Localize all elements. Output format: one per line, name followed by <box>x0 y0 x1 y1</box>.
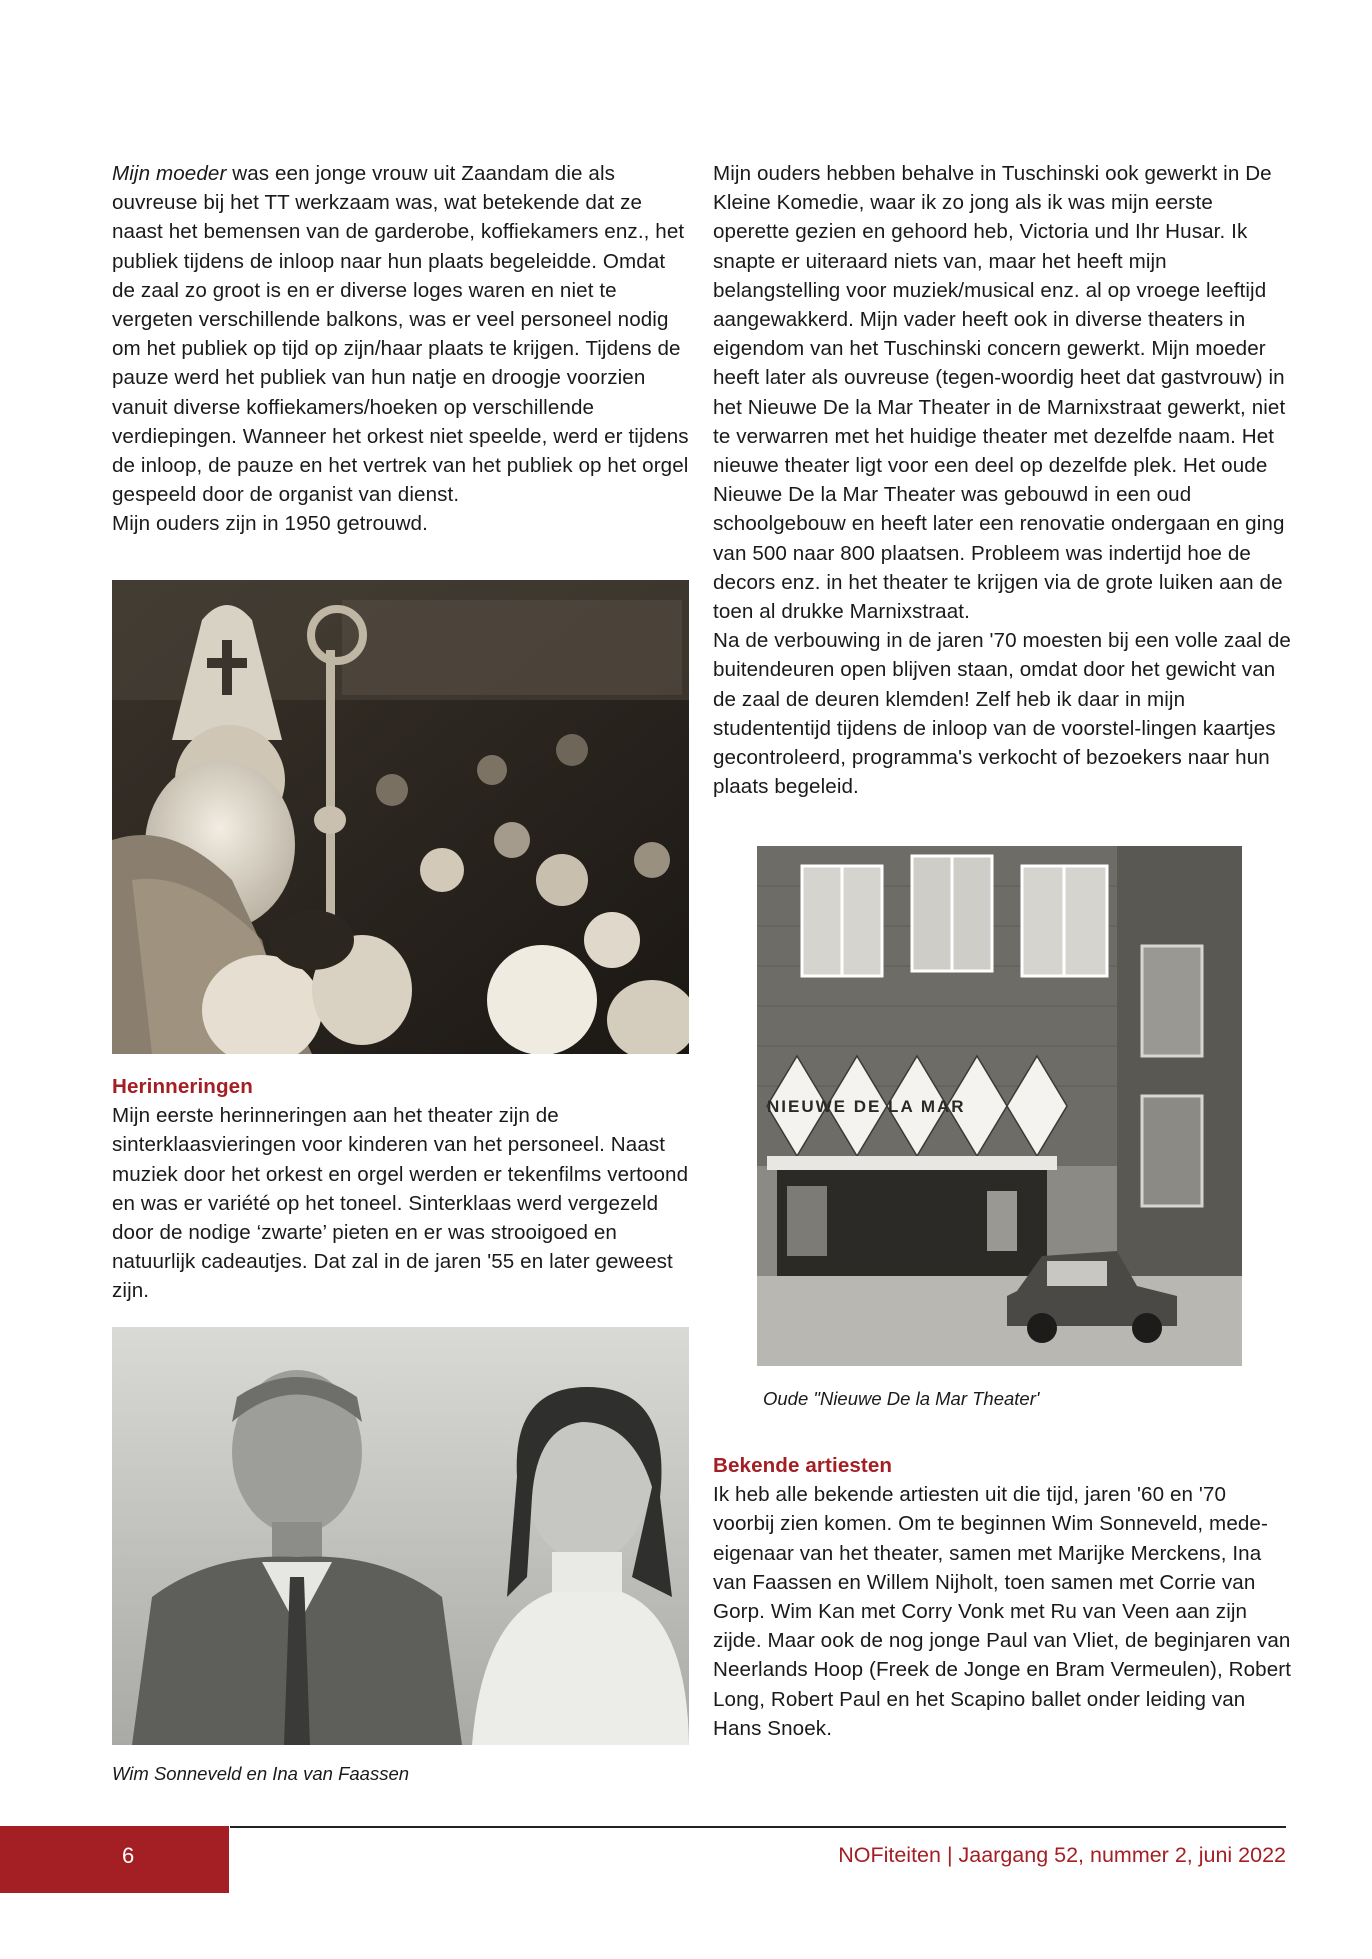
herinneringen-paragraph: Mijn eerste herinneringen aan het theater zijn de sinterklaasvieringen voor kinderen van het personeel. Naast muziek door het orkest en orgel werden er tekenfilms vertoond en was er variété op het toneel. Sinterklaas werd vergezeld door de nodige ‘zwarte’ pieten en er was strooigoed en natuurlijk cadeautjes. Dat zal in de jaren '55 en later geweest zijn. <box>112 1104 689 1303</box>
kleine-komedie-paragraph: Mijn ouders hebben behalve in Tuschinski ook gewerkt in De Kleine Komedie, waar ik zo jong als ik was mijn eerste operette gezien en gehoord heb, Victoria und Ihr Husar. Ik snapte er uiteraard niets van, maar het heeft mijn belangstelling voor muziek/musical enz. al op vroege leeftijd aangewakkerd. Mijn vader heeft ook in diverse theaters in eigendom van het Tuschinski concern gewerkt. Mijn moeder heeft later als ouvreuse (tegen-woordig heet dat gastvrouw) in het Nieuwe De la Mar Theater in de Marnixstraat gewerkt, niet te verwarren met het huidige theater met dezelfde naam. Het nieuwe theater ligt voor een deel op dezelfde plek. Het oude Nieuwe De la Mar Theater was gebouwd in een oud schoolgebouw en heeft later een renovatie ondergaan en ging van 500 naar 800 plaatsen. Probleem was indertijd hoe de decors enz. in het theater te krijgen via de grote luiken aan de toen al drukke Marnixstraat. <box>713 162 1286 624</box>
left-column-intro <box>112 159 692 539</box>
bekende-artiesten-section <box>713 1451 1293 1743</box>
publication-info: NOFiteiten | Jaargang 52, nummer 2, juni 2022 <box>838 1843 1286 1867</box>
theater-sign-text: NIEUWE DE LA MAR <box>767 1097 966 1116</box>
theater-photo <box>757 846 1242 1366</box>
right-column-text <box>713 159 1293 801</box>
sinterklaas-photo <box>112 580 689 1054</box>
theater-caption: Oude "Nieuwe De la Mar Theater' <box>763 1388 1040 1409</box>
page-number: 6 <box>122 1843 135 1868</box>
marriage-paragraph: Mijn ouders zijn in 1950 getrouwd. <box>112 512 428 536</box>
herinneringen-heading: Herinneringen <box>112 1075 253 1098</box>
footer-accent-block <box>0 1826 229 1893</box>
herinneringen-section <box>112 1072 692 1306</box>
intro-rest: was een jonge vrouw uit Zaandam die als ouvreuse bij het TT werkzaam was, wat betekende dat ze naast het bemensen van de garderobe, koffiekamers enz., het publiek tijdens de inloop naar hun plaats begeleidde. Omdat de zaal zo groot is en er diverse loges waren en niet te vergeten verschillende balkons, was er veel personeel nodig om het publiek op tijd op zijn/haar plaats te krijgen. Tijdens de pauze werd het publiek van hun natje en droogje voorzien vanuit diverse koffiekamers/hoeken op verschillende verdiepingen. Wanneer het orkest niet speelde, werd er tijdens de inloop, de pauze en het vertrek van het publiek op het orgel gespeeld door de organist van dienst. <box>112 162 689 507</box>
portrait-photo <box>112 1327 689 1745</box>
footer-divider <box>230 1826 1286 1828</box>
bekende-artiesten-heading: Bekende artiesten <box>713 1454 893 1477</box>
intro-paragraph <box>112 159 692 509</box>
intro-lead: Mijn moeder <box>112 162 227 185</box>
verbouwing-paragraph: Na de verbouwing in de jaren '70 moesten bij een volle zaal de buitendeuren open blijven staan, omdat door het gewicht van de zaal de deuren klemden! Zelf heb ik daar in mijn studententijd tijdens de inloop van de voorstel-lingen kaartjes gecontroleerd, programma's verkocht of bezoekers naar hun plaats begeleid. <box>713 629 1291 799</box>
portrait-caption: Wim Sonneveld en Ina van Faassen <box>112 1763 410 1784</box>
bekende-artiesten-paragraph: Ik heb alle bekende artiesten uit die tijd, jaren '60 en '70 voorbij zien komen. Om te beginnen Wim Sonneveld, mede-eigenaar van het theater, samen met Marijke Merckens, Ina van Faassen en Willem Nijholt, toen samen met Corrie van Gorp. Wim Kan met Corry Vonk met Ru van Veen aan zijn zijde. Maar ook de nog jonge Paul van Vliet, de beginjaren van Neerlands Hoop (Freek de Jonge en Bram Vermeulen), Robert Long, Robert Paul en het Scapino ballet onder leiding van Hans Snoek. <box>713 1483 1292 1740</box>
